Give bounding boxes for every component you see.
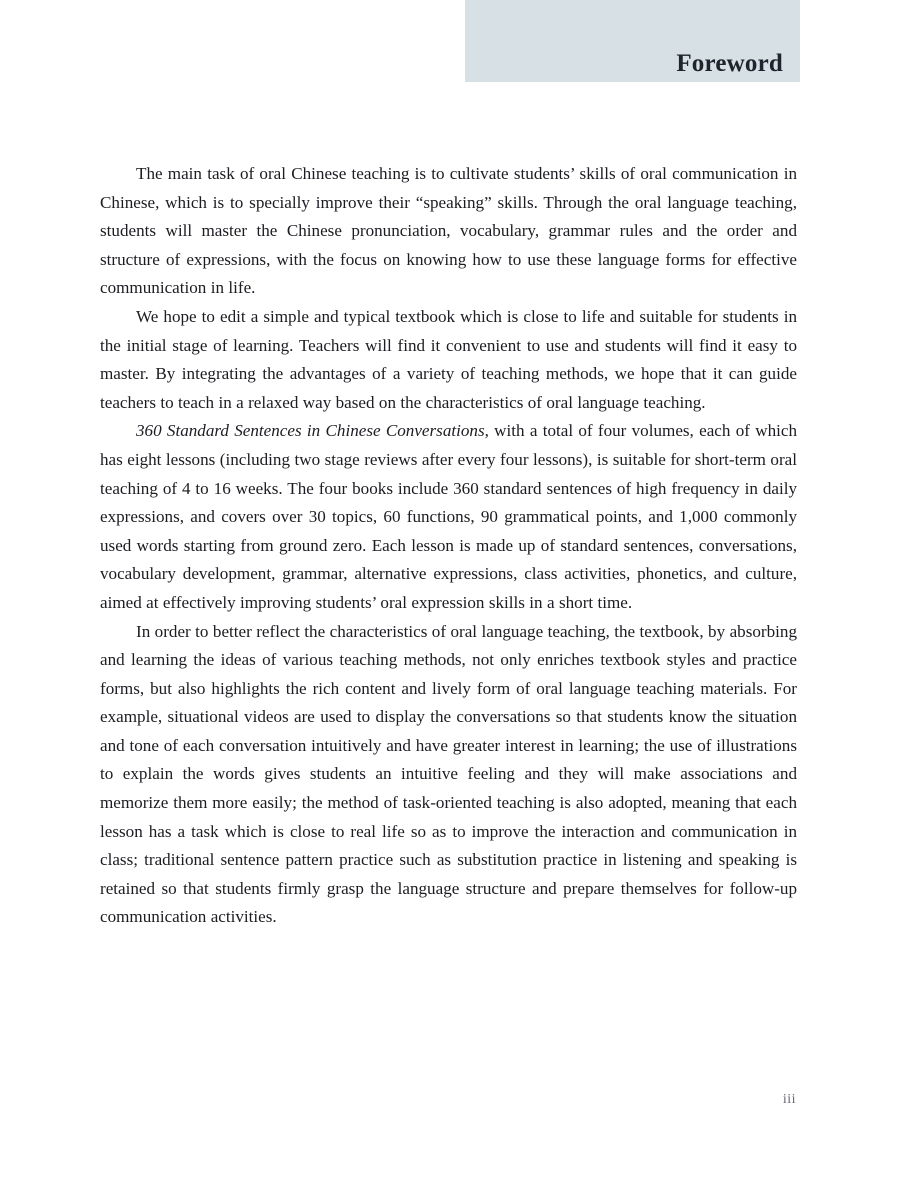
book-title-italic: 360 Standard Sentences in Chinese Conversations bbox=[136, 421, 485, 441]
paragraph-1: The main task of oral Chinese teaching is to cultivate students’ skills of oral communication in Chinese, which is to specially improve their “speaking” skills. Through the oral language teaching, students will master the Chinese pronunciation, vocabulary, grammar rules and the order and structure of expressions, with the focus on knowing how to use these language forms for effective communication in life. bbox=[100, 164, 797, 298]
header-banner bbox=[465, 0, 800, 82]
paragraph-3-text: , with a total of four volumes, each of which has eight lessons (including two stage reviews after every four lessons), is suitable for short-term oral teaching of 4 to 16 weeks. The four books include 360 standard sentences of high frequency in daily expressions, and covers over 30 topics, 60 functions, 90 grammatical points, and 1,000 commonly used words starting from ground zero. Each lesson is made up of standard sentences, conversations, vocabulary development, grammar, alternative expressions, class activities, phonetics, and culture, aimed at effectively improving students’ oral expression skills in a short time. bbox=[100, 421, 797, 612]
page-number: iii bbox=[782, 1092, 796, 1107]
paragraph-2: We hope to edit a simple and typical textbook which is close to life and suitable for students in the initial stage of learning. Teachers will find it convenient to use and students will find it easy to master. By integrating the advantages of a variety of teaching methods, we hope that it can guide teachers to teach in a relaxed way based on the characteristics of oral language teaching. bbox=[100, 306, 797, 412]
page-title: Foreword bbox=[676, 50, 783, 77]
paragraph-3 bbox=[100, 417, 797, 617]
body-text-column bbox=[100, 160, 797, 932]
paragraph-4: In order to better reflect the characteristics of oral language teaching, the textbook, by absorbing and learning the ideas of various teaching methods, not only enriches textbook styles and practice forms, but also highlights the rich content and lively form of oral language teaching materials. For example, situational videos are used to display the conversations so that students know the situation and tone of each conversation intuitively and have greater interest in learning; the use of illustrations to explain the words gives students an intuitive feeling and they will make associations and memorize them more easily; the method of task-oriented teaching is also adopted, meaning that each lesson has a task which is close to real life so as to improve the interaction and communication in class; traditional sentence pattern practice such as substitution practice in listening and speaking is retained so that students firmly grasp the language structure and prepare themselves for follow-up communication activities. bbox=[100, 621, 797, 927]
